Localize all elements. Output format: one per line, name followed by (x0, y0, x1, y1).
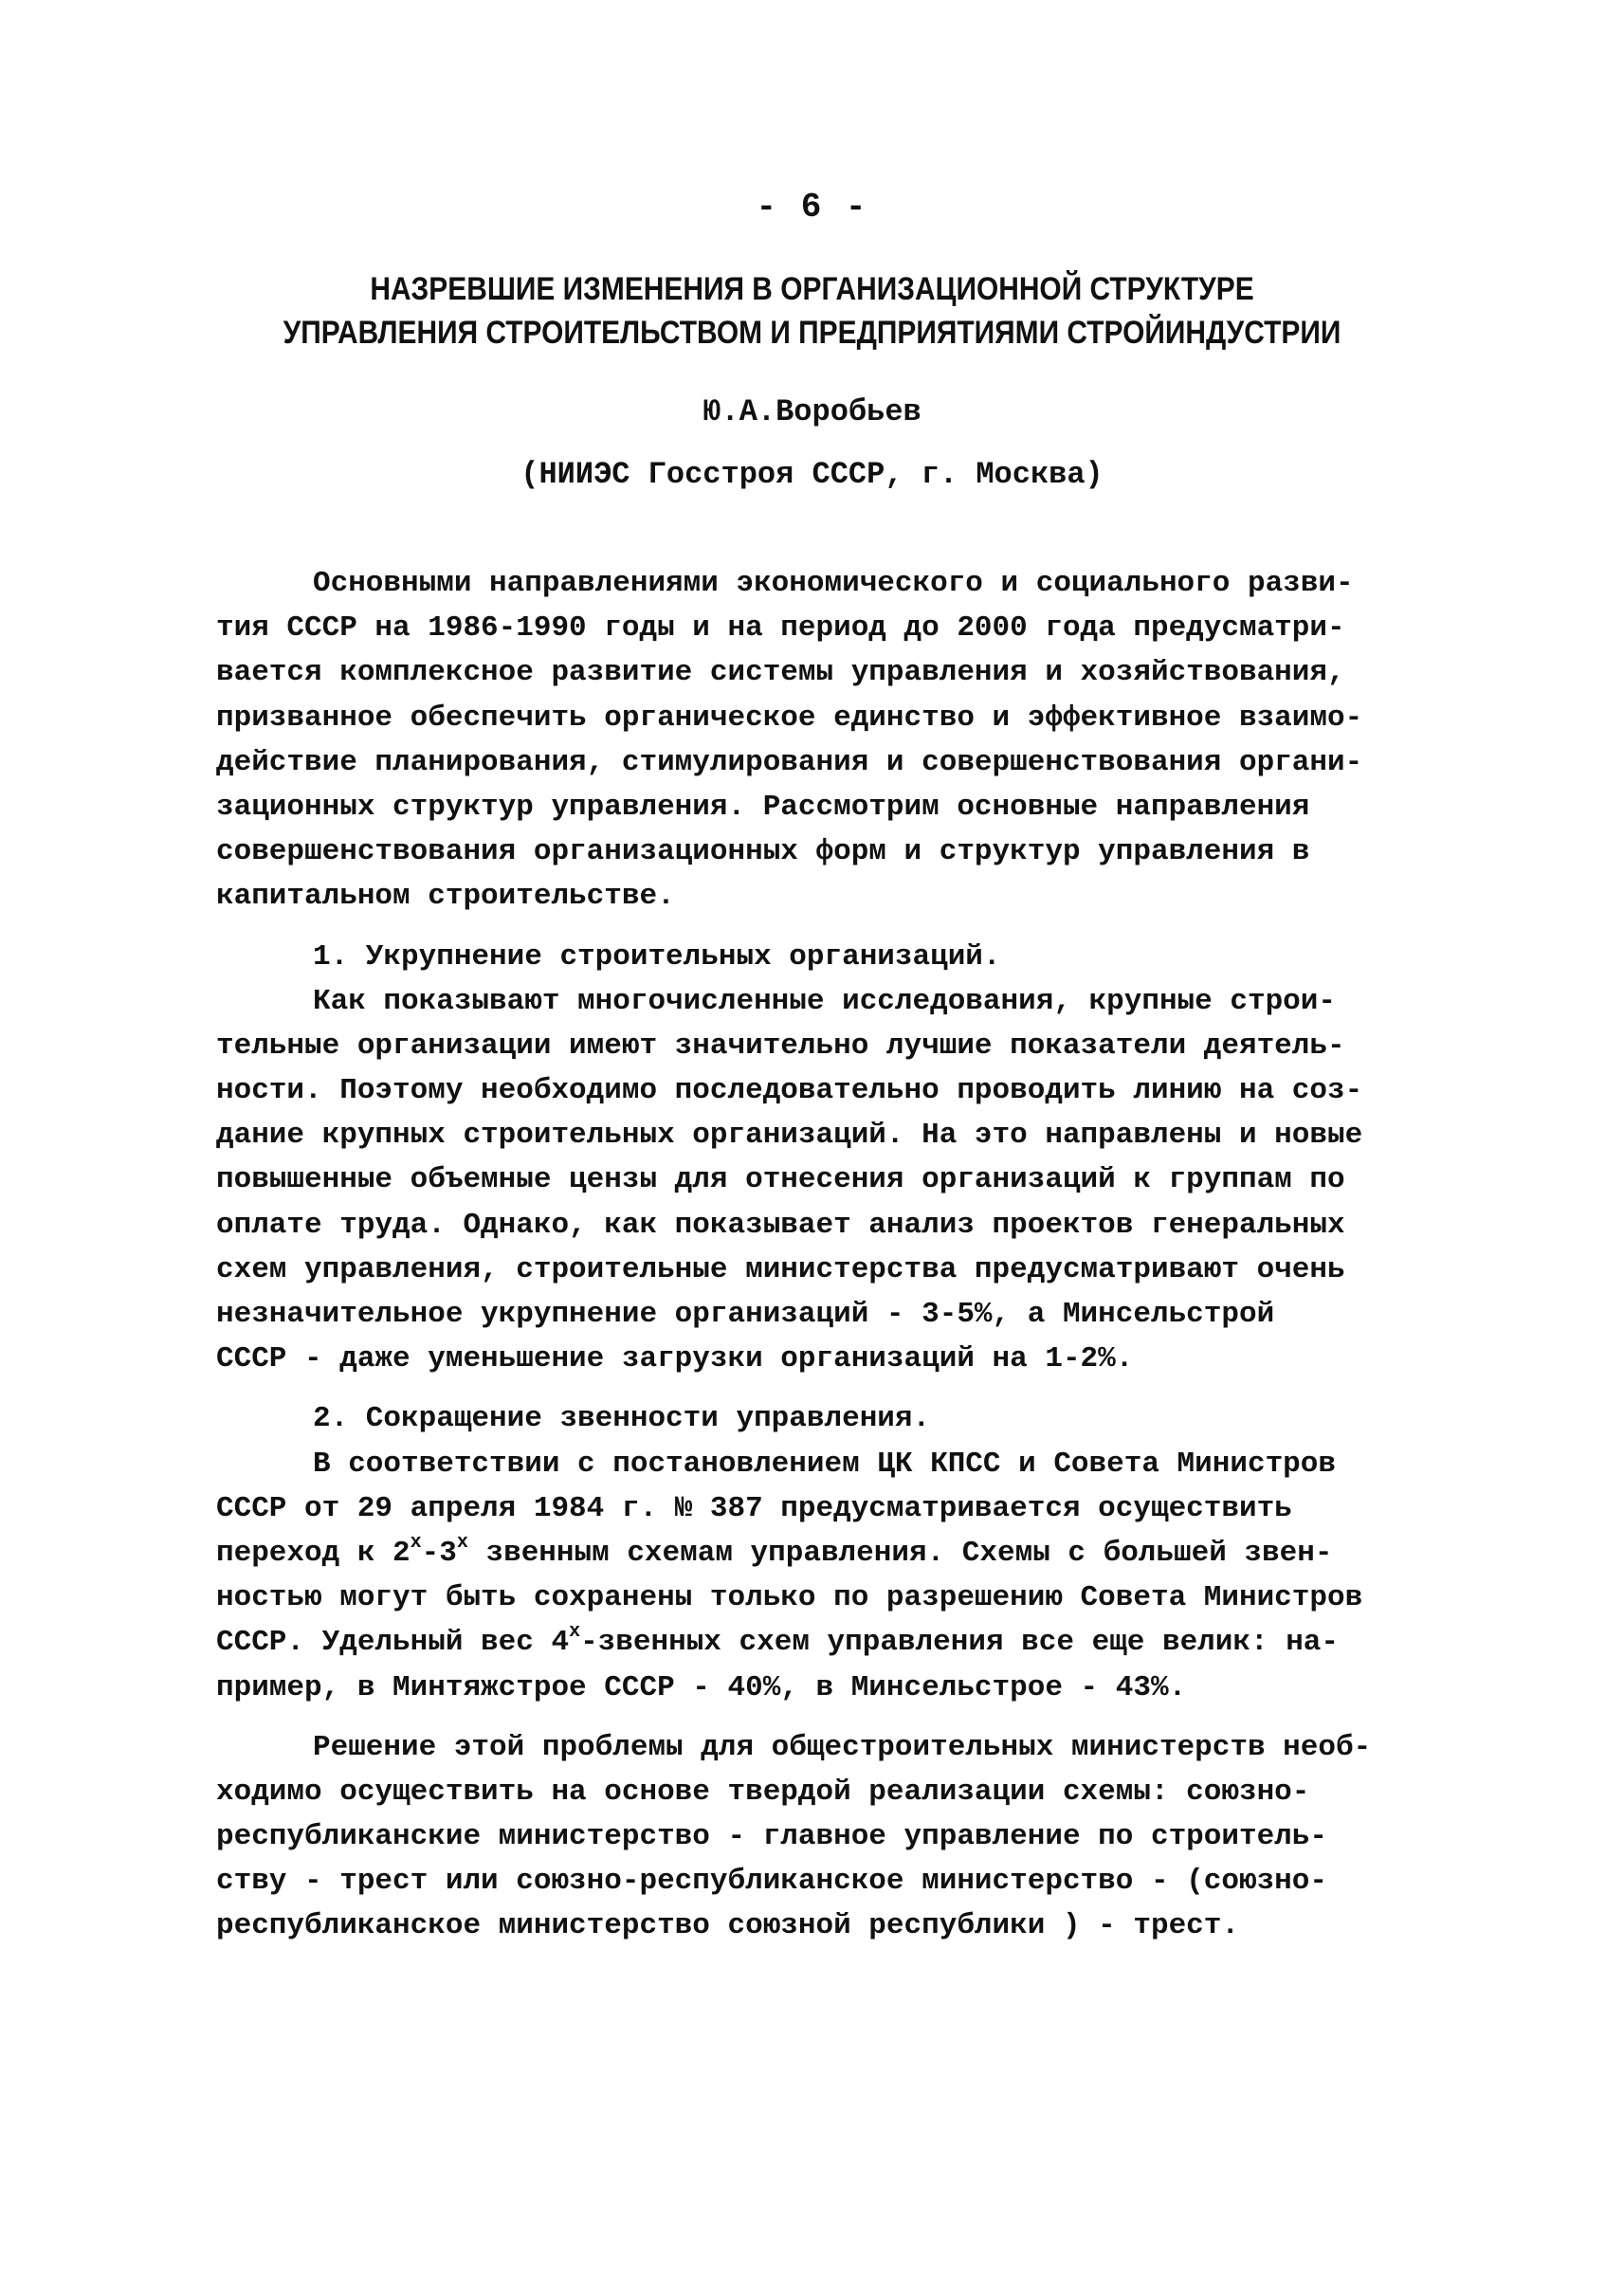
article-body (216, 561, 1411, 1949)
text-line: ству - трест или союзно-республиканское министерство - (союзно- (216, 1865, 1327, 1899)
text-line (216, 1620, 1411, 1665)
author-name: Ю.А.Воробьев (703, 394, 921, 429)
text-line: Как показывают многочисленные исследования, крупные строи- (313, 984, 1336, 1018)
page-number: - 6 - (756, 188, 868, 227)
text-line: незначительное укрупнение организаций - 3-5%, а Минсельстрой (216, 1298, 1275, 1331)
text-line: Решение этой проблемы для общестроительных министерств необ- (313, 1730, 1372, 1764)
text-fragment: звенным схемам управления. Схемы с большей звен- (467, 1536, 1333, 1570)
text-line: СССР от 29 апреля 1984 г. № 387 предусматривается осуществить (216, 1491, 1292, 1525)
section-1-heading: 1. Укрупнение строительных организаций. (313, 939, 1001, 974)
text-line: совершенствования организационных форм и структур управления в (216, 835, 1310, 869)
superscript: х (569, 1621, 581, 1644)
text-line: призванное обеспечить органическое единство и эффективное взаимо- (216, 701, 1363, 735)
text-line: вается комплексное развитие системы управления и хозяйствования, (216, 656, 1345, 690)
text-line: капитальном строительстве. (216, 880, 675, 914)
text-fragment: переход к 2 (216, 1536, 411, 1570)
text-line: В соответствии с постановлением ЦК КПСС и Совета Министров (313, 1447, 1336, 1481)
section-2-heading: 2. Сокращение звенности управления. (313, 1402, 931, 1436)
text-line: тия СССР на 1986-1990 годы и на период до 2000 года предусматри- (216, 611, 1345, 646)
text-line (216, 1531, 1411, 1576)
title-line-2: УПРАВЛЕНИЯ СТРОИТЕЛЬСТВОМ И ПРЕДПРИЯТИЯМИ СТРОЙИНДУСТРИИ (283, 315, 1341, 351)
section-2 (216, 1396, 1411, 1948)
text-line: ходимо осуществить на основе твердой реализации схемы: союзно- (216, 1775, 1310, 1809)
author-affiliation: (НИИЭС Госстроя СССР, г. Москва) (520, 457, 1104, 492)
text-line: республиканское министерство союзной республики ) - трест. (216, 1909, 1239, 1943)
text-line: схем управления, строительные министерства предусматривают очень (216, 1252, 1345, 1286)
article-title (98, 267, 1526, 355)
text-fragment: СССР. Удельный вес 4 (216, 1626, 570, 1660)
text-line: зационных структур управления. Рассмотрим основные направления (216, 790, 1310, 824)
text-line: пример, в Минтяжстрое СССР - 40%, в Минсельстрое - 43%. (216, 1670, 1187, 1704)
text-line: оплате труда. Однако, как показывает анализ проектов генеральных (216, 1208, 1345, 1242)
text-line: ностью могут быть сохранены только по разрешению Совета Министров (216, 1581, 1363, 1615)
text-fragment: -3 (421, 1536, 457, 1570)
text-fragment: -звенных схем управления все еще велик: на- (580, 1626, 1340, 1660)
text-line: Основными направлениями экономического и социального разви- (313, 567, 1354, 600)
text-line: ности. Поэтому необходимо последовательно проводить линию на соз- (216, 1074, 1363, 1108)
text-line: республиканские министерство - главное управление по строитель- (216, 1820, 1327, 1854)
title-line-1: НАЗРЕВШИЕ ИЗМЕНЕНИЯ В ОРГАНИЗАЦИОННОЙ СТРУКТУРЕ (370, 271, 1254, 307)
superscript: х (410, 1531, 422, 1554)
section-1 (216, 935, 1411, 1382)
text-line: тельные организации имеют значительно лучшие показатели деятель- (216, 1029, 1345, 1063)
text-line: СССР - даже уменьшение загрузки организаций на 1-2%. (216, 1342, 1134, 1376)
text-line: действие планирования, стимулирования и совершенствования органи- (216, 745, 1363, 779)
intro-paragraph (216, 561, 1411, 920)
text-line: повышенные объемные цензы для отнесения организаций к группам по (216, 1163, 1345, 1197)
superscript: х (456, 1531, 468, 1554)
text-line: дание крупных строительных организаций. На это направлены и новые (216, 1119, 1363, 1153)
